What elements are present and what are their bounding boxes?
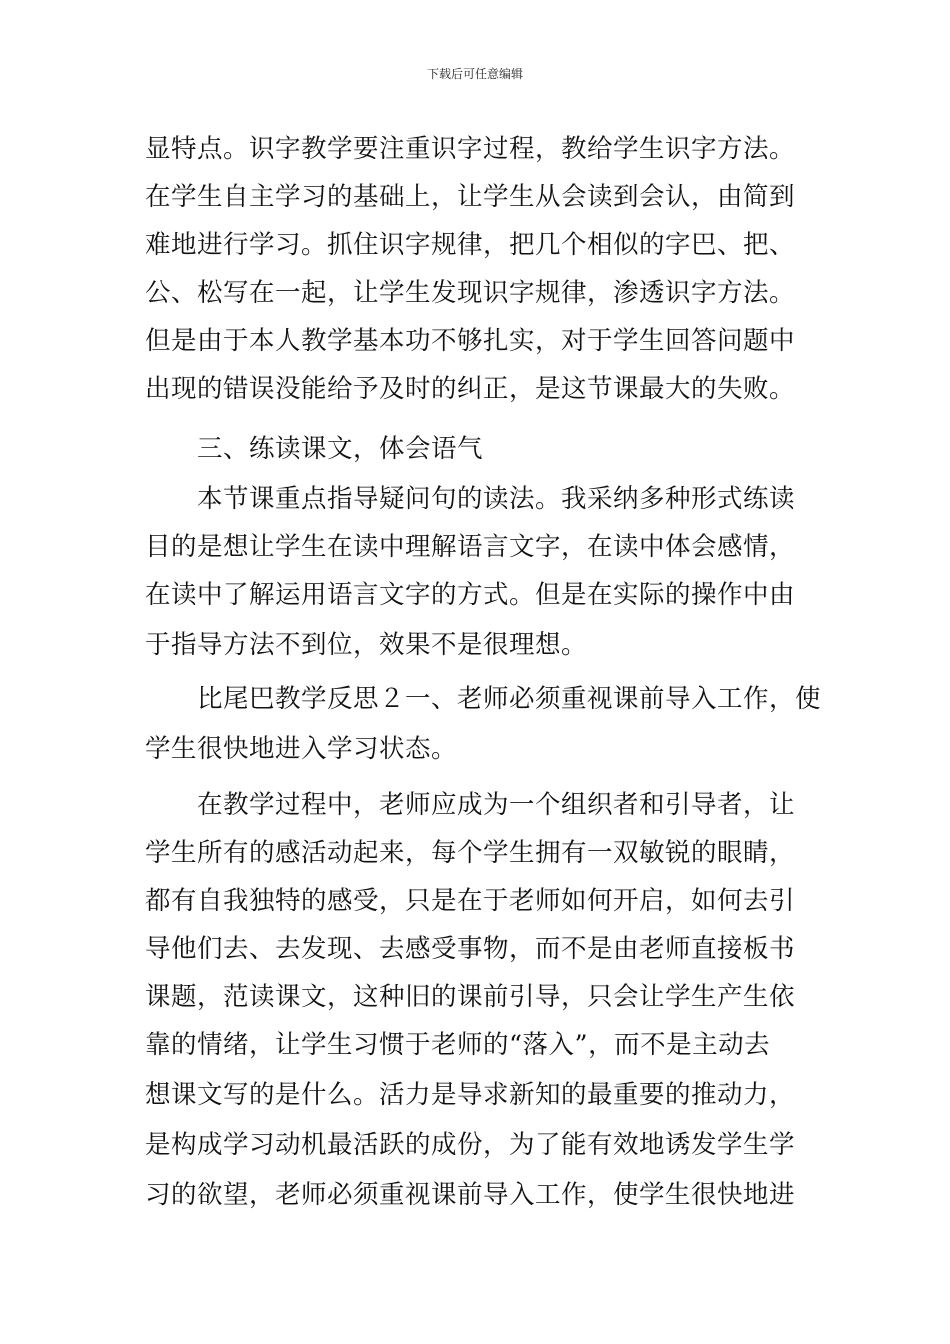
text-line: 在教学过程中，老师应成为一个组织者和引导者，让 bbox=[197, 790, 796, 820]
text-line: 习的欲望，老师必须重视课前导入工作，使学生很快地进 bbox=[145, 1180, 796, 1210]
text-line: 学生很快地进入学习状态。 bbox=[145, 734, 458, 764]
text-line: 显特点。识字教学要注重识字过程，教给学生识字方法。 bbox=[145, 134, 796, 164]
text-line: 于指导方法不到位，效果不是很理想。 bbox=[145, 630, 588, 660]
text-line: 导他们去、去发现、去感受事物，而不是由老师直接板书 bbox=[145, 934, 796, 964]
text-line: 课题，范读课文，这种旧的课前引导，只会让学生产生依 bbox=[145, 982, 796, 1012]
text-line: 都有自我独特的感受，只是在于老师如何开启，如何去引 bbox=[145, 886, 796, 916]
text-line: 出现的错误没能给予及时的纠正，是这节课最大的失败。 bbox=[145, 374, 796, 404]
text-line: 但是由于本人教学基本功不够扎实，对于学生回答问题中 bbox=[145, 326, 796, 356]
text-line: 在读中了解运用语言文字的方式。但是在实际的操作中由 bbox=[145, 580, 796, 610]
text-line: 目的是想让学生在读中理解语言文字，在读中体会感情， bbox=[145, 532, 796, 562]
text-line: 是构成学习动机最活跃的成份，为了能有效地诱发学生学 bbox=[145, 1130, 796, 1160]
text-line: 想课文写的是什么。活力是导求新知的最重要的推动力， bbox=[145, 1080, 796, 1110]
page-header: 下载后可任意编辑 bbox=[426, 67, 523, 81]
text-line: 难地进行学习。抓住识字规律，把几个相似的字巴、把、 bbox=[145, 230, 796, 260]
text-line: 学生所有的感活动起来，每个学生拥有一双敏锐的眼睛， bbox=[145, 838, 796, 868]
text-line: 在学生自主学习的基础上，让学生从会读到会认，由简到 bbox=[145, 182, 796, 212]
text-line: 本节课重点指导疑问句的读法。我采纳多种形式练读 bbox=[197, 484, 796, 514]
text-line: 靠的情绪，让学生习惯于老师的“落入”，而不是主动去 bbox=[145, 1030, 771, 1060]
section-heading: 三、练读课文，体会语气 bbox=[197, 434, 484, 464]
text-line: 比尾巴教学反思２一、老师必须重视课前导入工作，使 bbox=[197, 684, 822, 714]
text-line: 公、松写在一起，让学生发现识字规律，渗透识字方法。 bbox=[145, 278, 796, 308]
